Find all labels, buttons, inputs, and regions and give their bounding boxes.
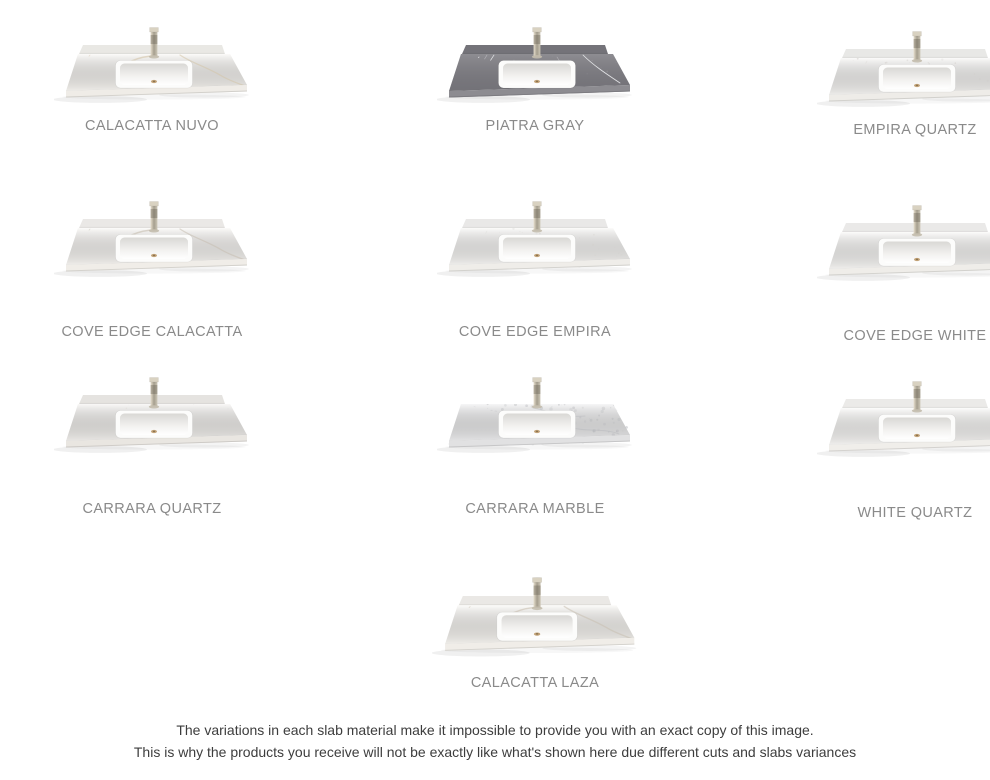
product-card-cove-edge-empira — [435, 198, 635, 340]
disclaimer-text — [0, 719, 990, 763]
disclaimer-line-1: The variations in each slab material make it impossible to provide you with an exact copy of this image. — [176, 722, 814, 738]
product-card-white-quartz — [815, 378, 990, 521]
product-label: CALACATTA LAZA — [470, 675, 600, 691]
vanity-top-photo — [437, 24, 633, 112]
product-card-carrara-marble — [435, 374, 635, 517]
product-card-cove-edge-calacatta — [52, 198, 252, 340]
vanity-top-photo — [817, 378, 990, 466]
product-label: CALACATTA NUVO — [85, 118, 219, 134]
product-card-empira-quartz — [815, 28, 990, 138]
vanity-top-photo — [54, 198, 250, 286]
product-card-calacatta-laza — [429, 574, 641, 691]
vanity-top-photo — [437, 198, 633, 286]
vanity-top-photo — [432, 574, 638, 666]
vanity-top-photo — [54, 24, 250, 112]
product-card-piatra-gray — [435, 24, 635, 134]
product-label: CARRARA MARBLE — [465, 501, 605, 517]
product-card-calacatta-nuvo — [52, 24, 252, 134]
product-label: EMPIRA QUARTZ — [853, 122, 977, 138]
product-card-carrara-quartz — [52, 374, 252, 517]
disclaimer-line-2: This is why the products you receive will not be exactly like what's shown here due different cuts and slabs variances — [133, 744, 857, 760]
product-label: COVE EDGE CALACATTA — [61, 324, 243, 340]
vanity-top-photo — [54, 374, 250, 462]
product-card-cove-edge-white — [815, 202, 990, 344]
product-label: PIATRA GRAY — [485, 118, 585, 134]
vanity-top-photo — [817, 28, 990, 116]
vanity-top-photo — [437, 374, 633, 462]
product-label: WHITE QUARTZ — [857, 505, 973, 521]
product-label: COVE EDGE EMPIRA — [458, 324, 612, 340]
vanity-top-photo — [817, 202, 990, 290]
product-label: COVE EDGE WHITE — [843, 328, 987, 344]
product-label: CARRARA QUARTZ — [82, 501, 222, 517]
